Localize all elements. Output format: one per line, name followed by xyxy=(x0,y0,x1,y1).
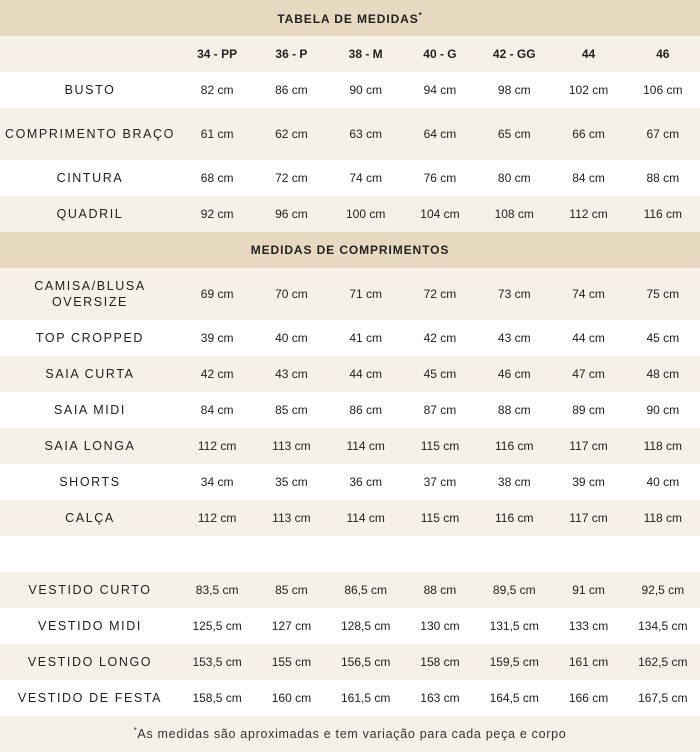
length-measurements xyxy=(0,268,700,536)
measurement-cell: 48 cm xyxy=(646,367,680,381)
measurement-cell: 84 cm xyxy=(200,403,234,417)
measurement-cell: 159,5 cm xyxy=(489,655,539,669)
table-row xyxy=(0,268,700,320)
table-title-row xyxy=(0,0,700,36)
measurement-cell: 108 cm xyxy=(494,207,534,221)
measurement-cell: 112 cm xyxy=(197,439,237,453)
measurement-cell: 85 cm xyxy=(275,583,308,597)
row-label: TOP CROPPED xyxy=(35,331,145,345)
footnote-text: *As medidas são aproximadas e tem variação para cada peça e corpo xyxy=(133,726,567,742)
measurement-cell: 43 cm xyxy=(497,331,531,345)
measurement-cell: 66 cm xyxy=(572,127,605,141)
measurement-cell: 130 cm xyxy=(420,619,460,633)
measurement-cell: 86 cm xyxy=(349,403,383,417)
body-measurements xyxy=(0,72,700,232)
measurement-cell: 64 cm xyxy=(423,127,457,141)
footnote-row xyxy=(0,716,700,752)
measurement-cell: 158 cm xyxy=(420,655,460,669)
measurement-cell: 63 cm xyxy=(349,127,383,141)
row-label: VESTIDO MIDI xyxy=(38,619,142,633)
measurement-cell: 39 cm xyxy=(200,331,234,345)
measurement-cell: 40 cm xyxy=(646,475,680,489)
measurement-cell: 156,5 cm xyxy=(341,655,391,669)
measurement-cell: 92 cm xyxy=(200,207,234,221)
measurement-cell: 87 cm xyxy=(423,403,457,417)
table-row xyxy=(0,72,700,108)
measurement-cell: 42 cm xyxy=(423,331,457,345)
row-label: CALÇA xyxy=(65,511,115,525)
measurement-cell: 65 cm xyxy=(497,127,531,141)
measurement-cell: 88 cm xyxy=(497,403,531,417)
measurement-cell: 38 cm xyxy=(497,475,531,489)
measurement-cell: 72 cm xyxy=(275,171,308,185)
size-header-cell: 46 xyxy=(656,47,670,61)
measurement-cell: 43 cm xyxy=(275,367,308,381)
measurement-cell: 118 cm xyxy=(643,439,683,453)
measurement-cell: 69 cm xyxy=(200,287,234,301)
measurement-cell: 125,5 cm xyxy=(192,619,242,633)
measurement-cell: 62 cm xyxy=(275,127,308,141)
table-row xyxy=(0,644,700,680)
measurement-cell: 39 cm xyxy=(572,475,605,489)
measurement-cell: 68 cm xyxy=(200,171,234,185)
measurement-cell: 90 cm xyxy=(349,83,383,97)
measurement-cell: 44 cm xyxy=(349,367,383,381)
measurement-cell: 61 cm xyxy=(200,127,234,141)
measurement-cell: 36 cm xyxy=(349,475,383,489)
measurement-cell: 98 cm xyxy=(497,83,531,97)
size-header-cell: 42 - GG xyxy=(492,47,536,61)
measurement-cell: 67 cm xyxy=(646,127,680,141)
measurement-cell: 116 cm xyxy=(495,439,534,453)
measurement-cell: 113 cm xyxy=(272,511,311,525)
row-label: QUADRIL xyxy=(56,207,124,221)
length-section-title: MEDIDAS DE COMPRIMENTOS xyxy=(250,243,450,257)
measurement-cell: 83,5 cm xyxy=(195,583,239,597)
row-label: CAMISA/BLUSA OVERSIZE xyxy=(34,279,146,309)
measurement-cell: 45 cm xyxy=(646,331,680,345)
measurement-cell: 117 cm xyxy=(569,439,608,453)
measurement-cell: 115 cm xyxy=(420,511,460,525)
measurement-cell: 46 cm xyxy=(497,367,531,381)
measurement-cell: 85 cm xyxy=(275,403,308,417)
measurement-cell: 89 cm xyxy=(572,403,605,417)
measurement-cell: 158,5 cm xyxy=(192,691,242,705)
measurement-cell: 84 cm xyxy=(572,171,605,185)
measurement-cell: 106 cm xyxy=(643,83,683,97)
table-row xyxy=(0,356,700,392)
table-row xyxy=(0,464,700,500)
measurement-cell: 47 cm xyxy=(572,367,605,381)
row-label: VESTIDO DE FESTA xyxy=(17,691,163,705)
measurement-cell: 112 cm xyxy=(569,207,608,221)
row-label: SHORTS xyxy=(59,475,121,489)
measurement-cell: 71 cm xyxy=(349,287,383,301)
size-header-row xyxy=(0,36,700,72)
measurement-cell: 91 cm xyxy=(572,583,605,597)
footnote-asterisk: * xyxy=(133,726,138,736)
measurement-cell: 128,5 cm xyxy=(341,619,391,633)
measurement-cell: 163 cm xyxy=(420,691,460,705)
table-row xyxy=(0,392,700,428)
measurement-cell: 41 cm xyxy=(349,331,383,345)
measurement-cell: 116 cm xyxy=(495,511,534,525)
measurement-cell: 118 cm xyxy=(643,511,683,525)
row-label: SAIA LONGA xyxy=(44,439,136,453)
size-header-cell: 40 - G xyxy=(423,47,457,61)
table-row xyxy=(0,108,700,160)
measurement-cell: 75 cm xyxy=(646,287,680,301)
measurement-cell: 44 cm xyxy=(572,331,605,345)
table-row xyxy=(0,320,700,356)
size-header-cell: 44 xyxy=(581,47,596,61)
row-label: CINTURA xyxy=(56,171,124,185)
measurement-cell: 94 cm xyxy=(423,83,457,97)
measurement-cell: 74 cm xyxy=(572,287,605,301)
measurement-cell: 127 cm xyxy=(271,619,312,633)
measurement-cell: 45 cm xyxy=(423,367,457,381)
measurement-cell: 73 cm xyxy=(497,287,531,301)
measurement-cell: 114 cm xyxy=(346,511,385,525)
measurement-cell: 115 cm xyxy=(420,439,460,453)
measurement-cell: 88 cm xyxy=(646,171,680,185)
measurement-cell: 100 cm xyxy=(346,207,386,221)
measurement-cell: 167,5 cm xyxy=(638,691,688,705)
measurement-cell: 88 cm xyxy=(423,583,457,597)
measurement-cell: 155 cm xyxy=(271,655,312,669)
row-label: BUSTO xyxy=(64,83,116,97)
measurement-cell: 153,5 cm xyxy=(192,655,242,669)
table-row xyxy=(0,608,700,644)
measurement-cell: 131,5 cm xyxy=(489,619,539,633)
measurement-cell: 117 cm xyxy=(569,511,608,525)
title-asterisk: * xyxy=(418,10,423,20)
row-label: VESTIDO LONGO xyxy=(27,655,153,669)
table-row xyxy=(0,160,700,196)
measurement-cell: 96 cm xyxy=(275,207,308,221)
measurement-cell: 86 cm xyxy=(275,83,308,97)
measurement-cell: 113 cm xyxy=(272,439,311,453)
measurement-cell: 102 cm xyxy=(568,83,609,97)
row-label: SAIA MIDI xyxy=(53,403,127,417)
measurement-cell: 70 cm xyxy=(275,287,308,301)
measurement-cell: 37 cm xyxy=(423,475,457,489)
measurement-cell: 133 cm xyxy=(568,619,609,633)
measurement-cell: 76 cm xyxy=(423,171,457,185)
measurement-cell: 112 cm xyxy=(197,511,237,525)
measurement-cell: 74 cm xyxy=(349,171,383,185)
measurement-cell: 162,5 cm xyxy=(638,655,688,669)
measurement-cell: 161,5 cm xyxy=(341,691,391,705)
measurement-cell: 34 cm xyxy=(200,475,234,489)
table-row xyxy=(0,500,700,536)
measurement-cell: 86,5 cm xyxy=(344,583,388,597)
measurement-cell: 80 cm xyxy=(497,171,531,185)
table-row xyxy=(0,572,700,608)
spacer-row xyxy=(0,536,700,572)
size-header-cell: 34 - PP xyxy=(197,47,238,61)
measurement-cell: 40 cm xyxy=(275,331,308,345)
table-row xyxy=(0,680,700,716)
measurement-cell: 134,5 cm xyxy=(638,619,688,633)
measurement-cell: 166 cm xyxy=(568,691,609,705)
measurement-cell: 160 cm xyxy=(271,691,312,705)
measurement-cell: 35 cm xyxy=(275,475,308,489)
measurement-cell: 72 cm xyxy=(423,287,457,301)
table-row xyxy=(0,196,700,232)
measurement-cell: 42 cm xyxy=(200,367,234,381)
measurement-cell: 104 cm xyxy=(420,207,460,221)
row-label: COMPRIMENTO BRAÇO xyxy=(4,127,176,141)
measurement-cell: 90 cm xyxy=(646,403,680,417)
measurement-cell: 82 cm xyxy=(200,83,234,97)
measurement-cell: 89,5 cm xyxy=(492,583,536,597)
measurement-cell: 164,5 cm xyxy=(489,691,539,705)
measurement-cell: 92,5 cm xyxy=(641,583,685,597)
row-label: VESTIDO CURTO xyxy=(28,583,152,597)
size-header-cell: 36 - P xyxy=(275,47,308,61)
table-title: TABELA DE MEDIDAS* xyxy=(277,10,423,26)
row-label: SAIA CURTA xyxy=(45,367,135,381)
measurement-cell: 161 cm xyxy=(568,655,609,669)
length-title-row xyxy=(0,232,700,268)
measurement-cell: 116 cm xyxy=(643,207,683,221)
size-header-cell: 38 - M xyxy=(348,47,383,61)
dress-measurements xyxy=(0,572,700,716)
measurement-cell: 114 cm xyxy=(346,439,385,453)
table-row xyxy=(0,428,700,464)
